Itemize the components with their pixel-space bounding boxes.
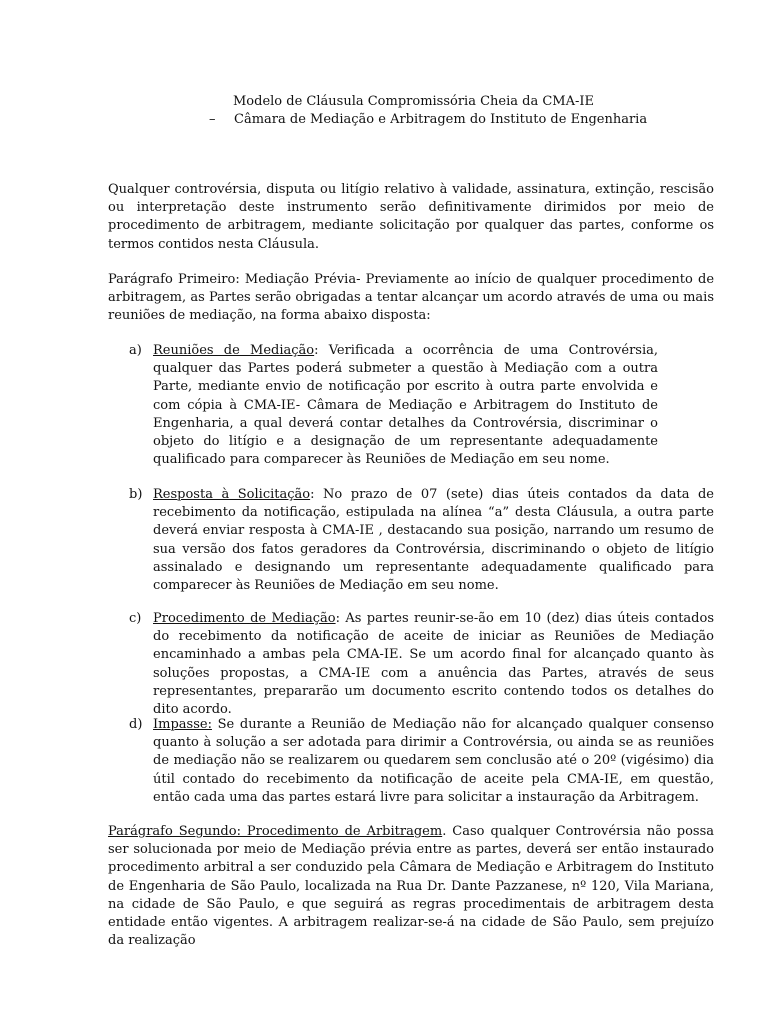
list-item-text: : No prazo de 07 (sete) dias úteis contados da data de recebimento da notificação, estipulada na alínea “a” desta Cláusula, a outra parte deverá enviar resposta à CMA-IE , destacando sua posição, narrando um resumo de sua versão dos fatos geradores da Controvérsia, discriminando o objeto de litígio assinalado e designando um representante adequadamente qualificado para comparecer às Reuniões de Mediação em seu nome. [153,487,715,594]
list-item-heading: Procedimento de Mediação [153,611,336,626]
subtitle-text: Câmara de Mediação e Arbitragem do Instituto de Engenharia [234,112,648,127]
list-item-heading: Resposta à Solicitação [153,487,311,502]
list-item-label: b) [129,487,143,502]
list-item-heading: Impasse: [153,717,212,732]
list-item-body [153,716,714,807]
list-item-text: : Verificada a ocorrência de uma Controvérsia, qualquer das Partes poderá submeter a questão à Mediação com a outra Parte, mediante envio de notificação por escrito à outra parte envolvida e com cópia à CMA-IE- Câmara de Mediação e Arbitragem do Instituto de Engenharia, a qual deverá contar detalhes da Controvérsia, discriminar o objeto do litígio e a designação de um representante adequadamente qualificado para comparecer às Reuniões de Mediação em seu nome. [153,343,658,468]
intro-paragraph: Qualquer controvérsia, disputa ou litígio relativo à validade, assinatura, extinção, rescisão ou interpretação deste instrumento serão definitivamente dirimidos por meio de procedimento de arbitragem, mediante solicitação por qualquer das partes, conforme os termos contidos nesta Cláusula. [108,182,714,252]
paragraph-second-text: . Caso qualquer Controvérsia não possa ser solucionada por meio de Mediação prévia entre as partes, deverá ser então instaurado procedimento arbitral a ser conduzido pela Câmara de Mediação e Arbitragem do Instituto de Engenharia de São Paulo, localizada na Rua Dr. Dante Pazzanese, nº 120, Vila Mariana, na cidade de São Paulo, e que seguirá as regras procedimentais de arbitragem desta entidade então vigentes. A arbitragem realizar-se-á na cidade de São Paulo, sem prejuízo da realização [108,824,714,949]
subtitle-dash: – [209,112,216,127]
document-title: Modelo de Cláusula Compromissória Cheia da CMA-IE [233,94,595,109]
list-item-text: : As partes reunir-se-ão em 10 (dez) dias úteis contados do recebimento da notificação de aceite de iniciar as Reuniões de Mediação encaminhado a ambas pela CMA-IE. Se um acordo final for alcançado quanto às soluções propostas, a CMA-IE com a anuência das Partes, através de seus representantes, prepararão um documento escrito contendo todos os detalhes do dito acordo. [153,611,715,718]
list-item-label: a) [129,343,142,358]
list-item-text: Se durante a Reunião de Mediação não for alcançado qualquer consenso quanto à solução a ser adotada para dirimir a Controvérsia, ou ainda se as reuniões de mediação não se realizarem ou quedarem sem conclusão até o 20º (vigésimo) dia útil contado do recebimento da notificação de aceite pela CMA-IE, em questão, então cada uma das partes estará livre para solicitar a instauração da Arbitragem. [153,717,714,805]
list-item-body [153,342,658,469]
list-item [129,486,714,595]
list-item-body [153,610,714,719]
list-item-label: d) [129,717,143,732]
list-item-label: c) [129,611,142,626]
list-item-heading: Reuniões de Mediação [153,343,315,358]
paragraph-second [108,823,714,950]
list-item [129,342,714,469]
paragraph-first-heading: Parágrafo Primeiro: [108,272,240,287]
paragraph-first [108,271,714,326]
paragraph-second-heading: Parágrafo Segundo: Procedimento de Arbitragem [108,824,443,839]
list-item [129,610,714,719]
list-item-body [153,486,714,595]
list-item [129,716,714,807]
paragraph-first-text: Mediação Prévia- Previamente ao início de qualquer procedimento de arbitragem, as Partes serão obrigadas a tentar alcançar um acordo através de uma ou mais reuniões de mediação, na forma abaixo disposta: [108,272,715,324]
